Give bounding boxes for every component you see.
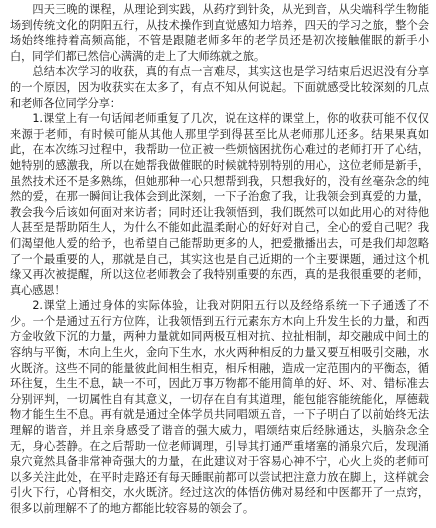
paragraph-point-1: 1.课堂上有一句话闻老师重复了几次，说在这样的课堂上，你的收获可能不仅仅来源于老师，有时候可能从其他人那里学到得甚至比从老师那儿还多。结果果真如此，在本次练习过程中，我帮助一位正被一些烦恼困扰伤心难过的老师打开了心结，她特别的感激我，所以在她帮我做催眠的时候就特别特别的用心，这位老师是新手，虽然技术还不是多熟练，但她那种一心只想帮到我，只想我好的，没有丝毫杂念的纯然的爱，在那一瞬间让我体会到此深刻，一下子治愈了我，让我领会到真爱的力量，教会我今后该如何面对来访者；同时还让我领悟到，我们既然可以如此用心的对待他人甚至是帮助陌生人，为什么不能如此温柔耐心的好好对自己，全心的爱自己呢？我们渴望他人爱的给予，也希望自己能帮助更多的人，把爱撒播出去，可是我们却忽略了一个最重要的人，那就是自己，其实这也是自己近期的一个主要课题，通过这个机缘又再次被提醒，所以这位老师教会了我特别重要的东西，真的是我很重要的老师，真心感恩！ bbox=[10, 112, 429, 297]
paragraph-summary: 总结本次学习的收获，真的有点一言难尽，其实这也是学习结束后迟迟没有分享的一个原因，因为收获实在太多了，有点不知从何说起。下面就感受比较深刻的几点和老师各位同学分享： bbox=[10, 65, 429, 110]
paragraph-intro: 四天三晚的课程，从理论到实践，从药疗到针灸，从光到音，从尖端科学生物能场到传统文化的阴阳五行，从技术操作到直觉感知力培养，四天的学习之旅，整个会场始终维持着高频高能，不管是跟随老师多年的老学员还是初次接触催眠的新手小白，同学们都已然信心满满的走上了大师练就之旅。 bbox=[10, 3, 429, 63]
paragraph-point-2: 2.课堂上通过身体的实际体验，让我对阴阳五行以及经络系统一下子通透了不少。一个是通过五行方位阵，让我领悟到五行元素东方木向上升发生长的力量，和西方金收敛下沉的力量，两种力量就如同两极互相对抗、拉扯相制，却交融成中间土的容纳与平衡，木向上生火，金向下生水，水火两种相反的力量又要互相吸引交融，水火既济。这些不同的能量彼此间相生相克，相斥相融，造成一定范围内的平衡态，循环往复，生生不息，缺一不可，因此万事万物都不能用简单的好、坏、对、错标准去分别评判，一切属性自有其意义，一切存在自有其道理，能包能容能统能化，厚德载物才能生生不息。再有就是通过全体学员共同唱颂五音，一下子明白了以前始终无法理解的谐音，并且亲身感受了谐音的强大威力，唱颂结束后经脉通达，头脑杂念全无，身心荟静。在之后帮助一位老师调理，引导其打通严重堵塞的涌泉穴后，发现涌泉穴竟然具备非常神奇强大的力量，在此建议对于容易心神不宁，心火上炎的老师可以多关注此处，在平时走路还有每天睡眠前都可以尝试把注意力放在脚上，这样就会引火下行，心肾相交，水火既济。经过这次的体悟仿佛对易经和中医都开了一点窍，很多以前理解不了的地方都能比较容易的领会了。 bbox=[10, 299, 429, 515]
